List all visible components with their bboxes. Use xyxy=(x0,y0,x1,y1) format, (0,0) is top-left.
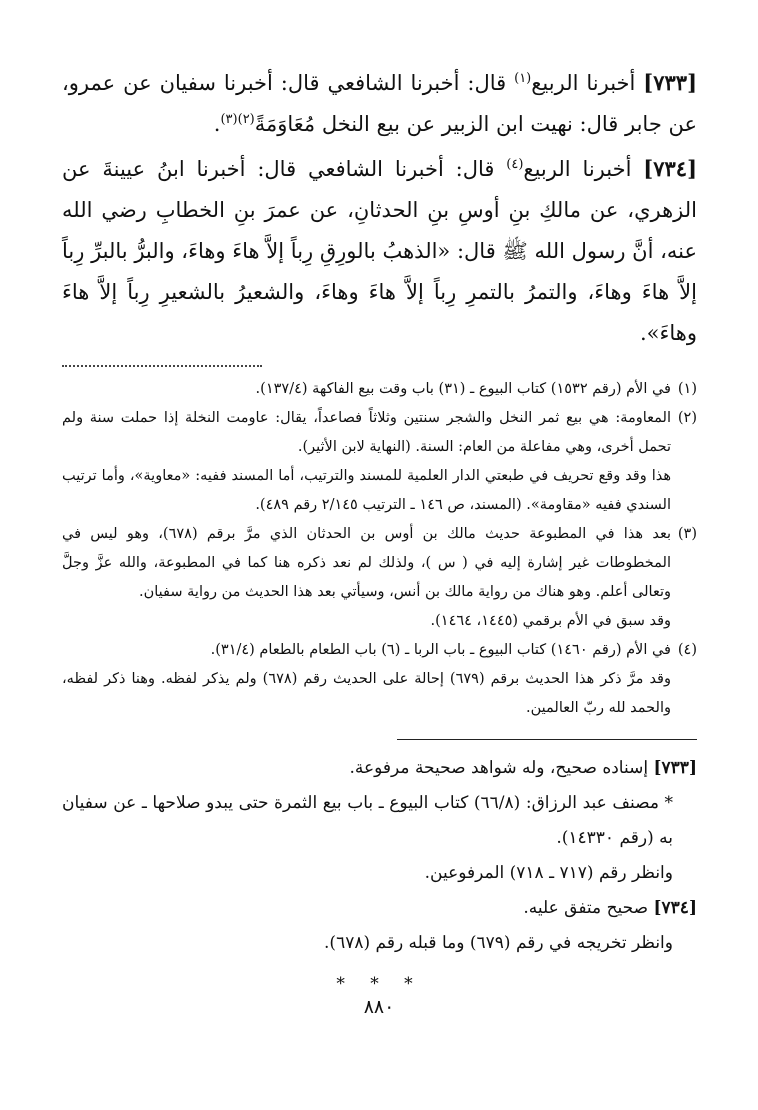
footnote-separator xyxy=(62,357,697,375)
hadith-text: أخبرنا الربيع xyxy=(523,157,644,181)
hadith-text: . xyxy=(639,321,647,345)
footnote-number: (٣) xyxy=(677,526,697,542)
takhrij-text: إسناده صحيح، وله شواهد صحيحة مرفوعة. xyxy=(349,758,649,778)
takhrij-number: [٧٣٣] xyxy=(653,758,697,778)
footnote-text: وقد مرَّ ذكر هذا الحديث برقم (٦٧٩) إحالة على الحديث رقم (٦٧٨) ولم يذكر لفظه. وهنا ذكر لفظه، والحمد لله ربّ العالمين. xyxy=(62,671,671,716)
hadith-text: قال: أخبرنا الشافعي قال: أخبرنا سفيان عن عمرو، عن جابر قال: نهيت ابن الزبير عن بيع النخل مُعَاوَمَةً xyxy=(62,71,697,136)
hadith-733 xyxy=(62,62,697,145)
footnote xyxy=(62,636,697,723)
takhrij-text: وانظر رقم (٧١٧ ـ ٧١٨) المرفوعين. xyxy=(424,863,673,883)
footnote-number: (١) xyxy=(677,381,697,397)
takhrij-separator xyxy=(62,727,697,751)
footnote-number: (٤) xyxy=(677,642,697,658)
footnote-text: المعاومة: هي بيع ثمر النخل والشجر سنتين وثلاثاً فصاعداً، يقال: عاومت النخلة إذا حملت سنة ولم تحمل أخرى، وهي مفاعلة من العام: السنة. (النهاية لابن الأثير). xyxy=(62,410,671,455)
hadith-text: قال: أخبرنا الشافعي قال: أخبرنا ابنُ عيينةَ عن الزهري، عن مالكِ بنِ أوسِ بنِ الحدثانِ، عن عمرَ بنِ الخطابِ رضي الله عنه، أنَّ رسول الله ﷺ قال: «الذهبُ بالورِقِ رِباً إلاَّ هاءَ وهاءَ، والبرُّ بالبرِّ رِباً إلاَّ هاءَ وهاءَ، والتمرُ بالتمرِ رِباً إلاَّ هاءَ وهاءَ، والشعيرُ بالشعيرِ رِباً إلاَّ هاءَ وهاءَ» xyxy=(62,157,697,345)
hadith-text: أخبرنا الربيع xyxy=(531,71,644,95)
section-end-stars: * * * xyxy=(336,974,423,994)
takhrij-text: صحيح متفق عليه. xyxy=(523,898,649,918)
footnote-text: في الأم (رقم ١٤٦٠) كتاب البيوع ـ باب الربا ـ (٦) باب الطعام بالطعام (٣١/٤). xyxy=(210,642,671,658)
page xyxy=(62,62,697,1072)
takhrij-text: وانظر تخريجه في رقم (٦٧٩) وما قبله رقم (٦٧٨). xyxy=(324,933,673,953)
footnote xyxy=(62,375,697,404)
footnote-text: هذا وقد وقع تحريف في طبعتي الدار العلمية للمسند والترتيب، أما المسند ففيه: «معاوية»، وأما ترتيب السندي ففيه «مقاومة». (المسند، ص ١٤٦ ـ الترتيب ٢/١٤٥ رقم ٤٨٩). xyxy=(62,468,671,513)
takhrij-733 xyxy=(62,751,697,786)
hadith-734 xyxy=(62,148,697,354)
footnote-text: بعد هذا في المطبوعة حديث مالك بن أوس بن الحدثان الذي مرَّ برقم (٦٧٨)، وهو ليس في المخطوطات غير إشارة إليه في ( س )، ولذلك لم نعد ذكره هنا كما في المطبوعة، والله عزَّ وجلَّ وتعالى أعلم. وهو هناك من رواية مالك بن أنس، وسيأتي بعد هذا الحديث من رواية سفيان. xyxy=(62,526,671,600)
takhrij-section xyxy=(62,751,697,1002)
footnote-ref: (٢)(٣) xyxy=(220,112,255,127)
takhrij-734 xyxy=(62,891,697,926)
footnotes xyxy=(62,375,697,723)
takhrij-text: * مصنف عبد الرزاق: (٦٦/٨) كتاب البيوع ـ باب بيع الثمرة حتى يبدو صلاحها ـ عن سفيان به (رقم ١٤٣٣٠). xyxy=(62,793,673,848)
footnote-text: وقد سبق في الأم برقمي (١٤٤٥، ١٤٦٤). xyxy=(430,613,671,629)
footnote-ref: (٤) xyxy=(506,157,524,172)
footnote-ref: (١) xyxy=(514,71,532,86)
footnote-number: (٢) xyxy=(677,410,697,426)
footnote xyxy=(62,404,697,520)
takhrij-number: [٧٣٤] xyxy=(653,898,697,918)
hadith-text: . xyxy=(213,112,221,136)
footnote-text: في الأم (رقم ١٥٣٢) كتاب البيوع ـ (٣١) باب وقت بيع الفاكهة (١٣٧/٤). xyxy=(255,381,671,397)
hadith-number: [٧٣٤] xyxy=(643,156,697,181)
hadith-number: [٧٣٣] xyxy=(643,70,698,95)
page-number: ٨٨٠ xyxy=(363,996,395,1018)
footnote xyxy=(62,520,697,636)
